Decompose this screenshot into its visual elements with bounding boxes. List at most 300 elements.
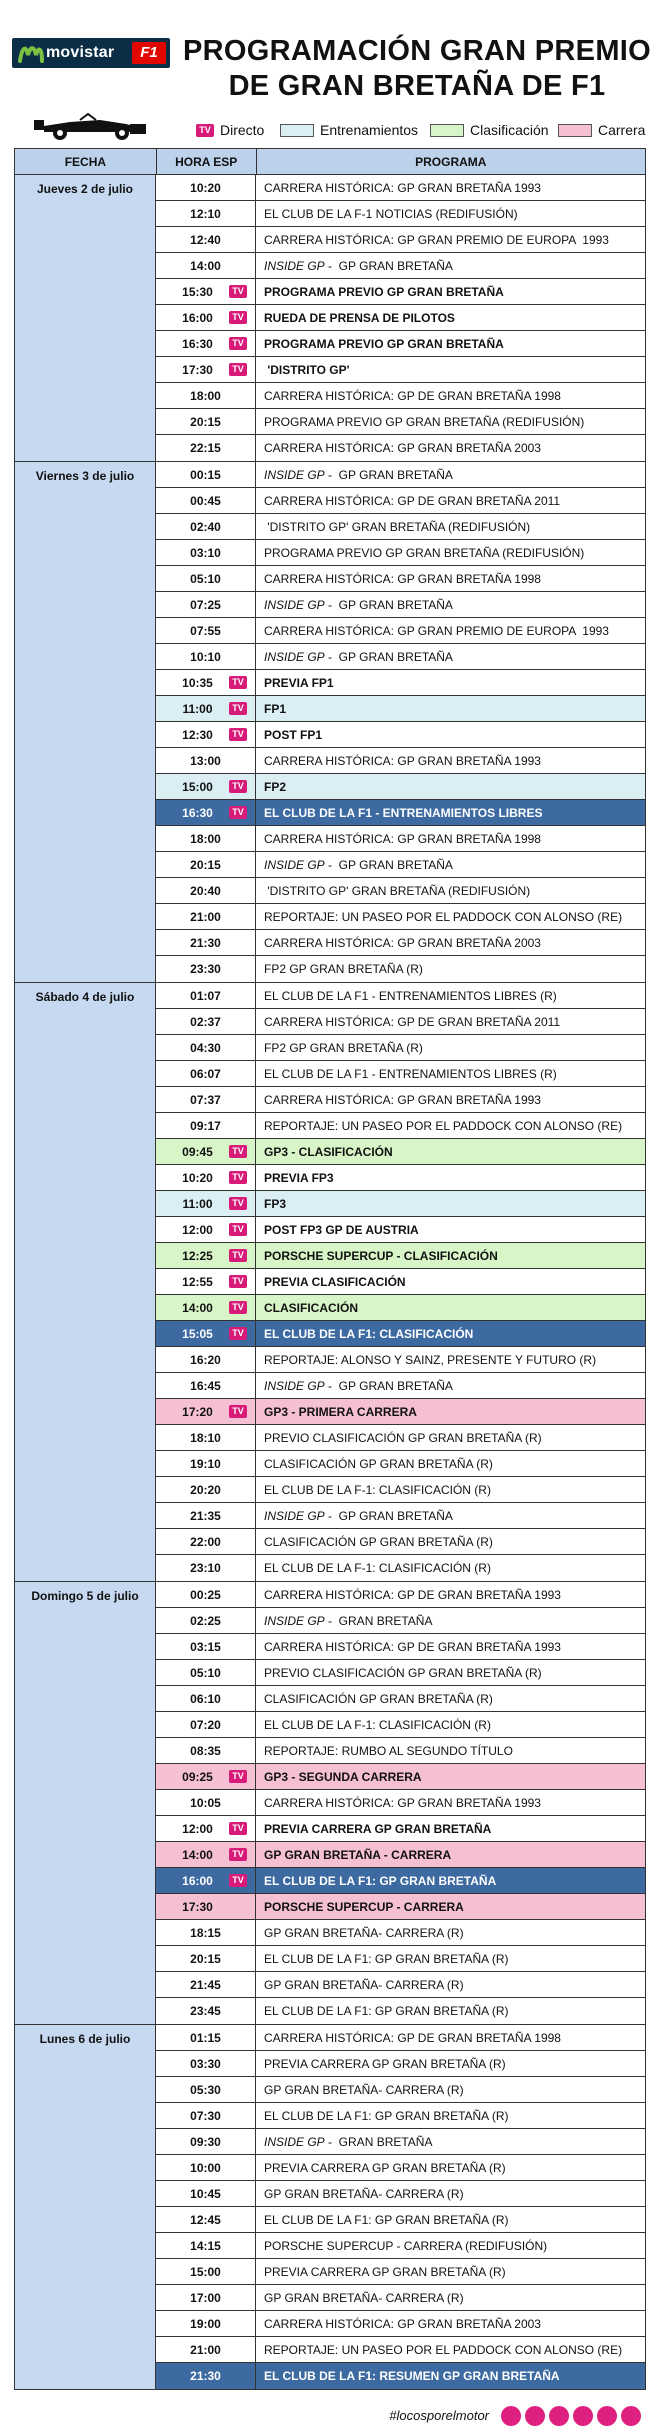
table-row: [156, 983, 646, 1009]
time-cell: [156, 1634, 256, 1659]
program-name: GP GRAN BRETAÑA- CARRERA (R): [264, 1977, 464, 1992]
table-row: [156, 1712, 646, 1738]
program-cell: [256, 1868, 646, 1893]
program-cell: [256, 1816, 646, 1841]
program-name: REPORTAJE: RUMBO AL SEGUNDO TÍTULO: [264, 1743, 513, 1758]
time-value: 20:15: [190, 857, 221, 872]
program-name: PORSCHE SUPERCUP - CARRERA (REDIFUSIÓN): [264, 2238, 548, 2253]
program-name: REPORTAJE: UN PASEO POR EL PADDOCK CON ALONSO (RE): [264, 1118, 623, 1133]
program-cell: [256, 1217, 646, 1242]
time-value: 17:30: [182, 362, 213, 377]
time-cell: [156, 227, 256, 252]
tv-icon: TV: [229, 780, 247, 793]
decorative-dot-icon: [549, 2406, 569, 2426]
time-value: 12:30: [182, 727, 213, 742]
table-row: [156, 2337, 646, 2363]
day-group: [15, 983, 646, 1582]
program-name: CARRERA HISTÓRICA: GP DE GRAN BRETAÑA 1998: [264, 388, 561, 403]
program-cell: [256, 592, 646, 617]
program-cell: [256, 227, 646, 252]
time-cell: [156, 2129, 256, 2154]
program-cell: [256, 279, 646, 304]
program-name: PROGRAMA PREVIO GP GRAN BRETAÑA: [264, 284, 504, 299]
table-row: [156, 1972, 646, 1998]
tv-icon: TV: [229, 1327, 247, 1340]
program-cell: [256, 1686, 646, 1711]
time-cell: [156, 357, 256, 382]
day-rows: [156, 2025, 646, 2389]
table-row: [156, 462, 646, 488]
time-value: 20:20: [190, 1482, 221, 1497]
tv-icon: TV: [229, 1405, 247, 1418]
program-cell: [256, 1503, 646, 1528]
time-value: 15:00: [190, 2264, 221, 2279]
program-name: CARRERA HISTÓRICA: GP DE GRAN BRETAÑA 2011: [264, 493, 561, 508]
program-cell: [256, 852, 646, 877]
time-value: 13:00: [190, 753, 221, 768]
program-name: 'DISTRITO GP' GRAN BRETAÑA (REDIFUSIÓN): [264, 883, 531, 898]
time-cell: [156, 1425, 256, 1450]
time-value: 15:30: [182, 284, 213, 299]
program-name: EL CLUB DE LA F1: GP GRAN BRETAÑA (R): [264, 2004, 509, 2018]
program-italic: INSIDE GP: [264, 2134, 325, 2149]
time-value: 10:20: [190, 180, 221, 195]
table-row: [156, 930, 646, 956]
table-row: [156, 253, 646, 279]
program-cell: [256, 2337, 646, 2362]
table-row: [156, 1998, 646, 2024]
time-value: 17:00: [190, 2290, 221, 2305]
table-row: [156, 201, 646, 227]
table-row: [156, 1764, 646, 1790]
time-value: 10:10: [190, 649, 221, 664]
program-name: CARRERA HISTÓRICA: GP GRAN PREMIO DE EUROPA 1993: [264, 232, 609, 247]
time-cell: [156, 1738, 256, 1763]
program-name: REPORTAJE: UN PASEO POR EL PADDOCK CON ALONSO (RE): [264, 909, 623, 924]
program-cell: [256, 2363, 646, 2389]
table-row: [156, 1347, 646, 1373]
program-cell: [256, 2285, 646, 2310]
program-cell: [256, 956, 646, 982]
program-cell: [256, 1972, 646, 1997]
program-cell: [256, 540, 646, 565]
time-value: 20:15: [190, 1951, 221, 1966]
tv-icon: TV: [229, 1197, 247, 1210]
time-value: 14:00: [182, 1300, 213, 1315]
program-name: - GP GRAN BRETAÑA: [324, 467, 453, 482]
program-cell: [256, 1139, 646, 1164]
tv-icon: TV: [229, 1145, 247, 1158]
program-name: CARRERA HISTÓRICA: GP DE GRAN BRETAÑA 1993: [264, 1587, 561, 1602]
time-value: 14:00: [190, 258, 221, 273]
program-italic: INSIDE GP: [264, 649, 325, 664]
tv-icon: TV: [229, 1249, 247, 1262]
table-row: [156, 2077, 646, 2103]
time-value: 21:30: [190, 935, 221, 950]
legend-clasificacion-label: Clasificación: [470, 122, 549, 138]
table-row: [156, 383, 646, 409]
time-cell: [156, 852, 256, 877]
program-cell: [256, 409, 646, 434]
program-italic: INSIDE GP: [264, 857, 325, 872]
program-cell: [256, 1373, 646, 1398]
program-cell: [256, 462, 646, 487]
program-cell: [256, 435, 646, 461]
time-cell: [156, 930, 256, 955]
program-cell: [256, 904, 646, 929]
program-cell: [256, 2233, 646, 2258]
program-cell: [256, 696, 646, 721]
time-cell: [156, 722, 256, 747]
program-name: CARRERA HISTÓRICA: GP GRAN BRETAÑA 1993: [264, 1795, 541, 1810]
program-italic: INSIDE GP: [264, 1613, 325, 1628]
program-name: PROGRAMA PREVIO GP GRAN BRETAÑA (REDIFUSIÓN): [264, 545, 585, 560]
time-value: 02:37: [190, 1014, 221, 1029]
program-italic: INSIDE GP: [264, 467, 325, 482]
time-value: 07:30: [190, 2108, 221, 2123]
time-cell: [156, 644, 256, 669]
table-row: [156, 2259, 646, 2285]
time-value: 16:45: [190, 1378, 221, 1393]
table-row: [156, 1113, 646, 1139]
time-cell: [156, 305, 256, 330]
time-value: 15:00: [182, 779, 213, 794]
table-row: [156, 1139, 646, 1165]
decorative-dot-icon: [573, 2406, 593, 2426]
time-value: 17:20: [182, 1404, 213, 1419]
time-cell: [156, 670, 256, 695]
time-cell: [156, 462, 256, 487]
table-row: [156, 852, 646, 878]
time-value: 09:30: [190, 2134, 221, 2149]
table-row: [156, 1946, 646, 1972]
program-cell: [256, 175, 646, 200]
program-name: CARRERA HISTÓRICA: GP GRAN BRETAÑA 1993: [264, 753, 541, 768]
legend-swatch-entrenamientos: [280, 124, 314, 137]
table-row: [156, 2181, 646, 2207]
time-cell: [156, 800, 256, 825]
footer: [0, 2402, 659, 2432]
table-row: [156, 2025, 646, 2051]
time-value: 20:15: [190, 414, 221, 429]
time-value: 07:37: [190, 1092, 221, 1107]
day-rows: [156, 462, 646, 982]
time-value: 12:10: [190, 206, 221, 221]
table-row: [156, 305, 646, 331]
table-row: [156, 2311, 646, 2337]
table-row: [156, 1503, 646, 1529]
program-cell: [256, 722, 646, 747]
time-cell: [156, 1009, 256, 1034]
tv-icon: TV: [229, 1874, 247, 1887]
program-name: FP2 GP GRAN BRETAÑA (R): [264, 1040, 423, 1055]
time-cell: [156, 1165, 256, 1190]
program-cell: [256, 1634, 646, 1659]
time-value: 12:55: [182, 1274, 213, 1289]
time-value: 23:10: [190, 1561, 221, 1575]
legend: [0, 112, 659, 144]
program-name: - GP GRAN BRETAÑA: [324, 857, 453, 872]
tv-icon: TV: [229, 728, 247, 741]
program-cell: [256, 1321, 646, 1346]
f1-logo-icon: F1: [132, 42, 166, 64]
time-cell: [156, 1113, 256, 1138]
time-value: 16:30: [182, 336, 213, 351]
table-row: [156, 540, 646, 566]
time-cell: [156, 1035, 256, 1060]
table-row: [156, 1217, 646, 1243]
time-value: 07:20: [190, 1717, 221, 1732]
time-cell: [156, 1868, 256, 1893]
time-cell: [156, 253, 256, 278]
time-value: 10:35: [182, 675, 213, 690]
program-name: CLASIFICACIÓN: [264, 1300, 358, 1315]
program-name: CLASIFICACIÓN GP GRAN BRETAÑA (R): [264, 1691, 493, 1706]
time-cell: [156, 175, 256, 200]
legend-directo: [196, 122, 264, 138]
day-label: Jueves 2 de julio: [15, 175, 156, 461]
time-value: 19:00: [190, 2316, 221, 2331]
time-value: 14:00: [182, 1847, 213, 1862]
time-cell: [156, 1946, 256, 1971]
table-row: [156, 566, 646, 592]
program-cell: [256, 1061, 646, 1086]
table-row: [156, 800, 646, 826]
time-value: 21:35: [190, 1508, 221, 1523]
time-cell: [156, 1451, 256, 1476]
time-cell: [156, 1972, 256, 1997]
table-row: [156, 1399, 646, 1425]
table-row: [156, 1555, 646, 1581]
program-name: CARRERA HISTÓRICA: GP GRAN BRETAÑA 1998: [264, 571, 541, 586]
time-cell: [156, 592, 256, 617]
program-name: - GP GRAN BRETAÑA: [324, 649, 453, 664]
time-value: 23:30: [190, 962, 221, 976]
time-value: 16:00: [182, 310, 213, 325]
program-cell: [256, 331, 646, 356]
program-name: EL CLUB DE LA F1: GP GRAN BRETAÑA (R): [264, 2212, 509, 2227]
time-cell: [156, 2233, 256, 2258]
program-name: - GRAN BRETAÑA: [324, 2134, 433, 2149]
time-cell: [156, 2285, 256, 2310]
day-group: [15, 175, 646, 462]
time-cell: [156, 514, 256, 539]
time-value: 18:15: [190, 1925, 221, 1940]
program-name: CARRERA HISTÓRICA: GP DE GRAN BRETAÑA 1993: [264, 1639, 561, 1654]
table-row: [156, 1582, 646, 1608]
day-label: Lunes 6 de julio: [15, 2025, 156, 2389]
program-cell: [256, 1920, 646, 1945]
program-cell: [256, 2025, 646, 2050]
time-cell: [156, 1816, 256, 1841]
title-line-2: DE GRAN BRETAÑA DE F1: [228, 70, 606, 102]
program-name: CARRERA HISTÓRICA: GP GRAN BRETAÑA 2003: [264, 2316, 541, 2331]
time-cell: [156, 748, 256, 773]
table-row: [156, 1451, 646, 1477]
program-cell: [256, 1764, 646, 1789]
time-cell: [156, 2025, 256, 2050]
table-row: [156, 644, 646, 670]
program-cell: [256, 2129, 646, 2154]
f1-car-icon: [30, 112, 150, 142]
time-value: 16:20: [190, 1352, 221, 1367]
time-value: 12:00: [182, 1222, 213, 1237]
program-name: PROGRAMA PREVIO GP GRAN BRETAÑA (REDIFUSIÓN): [264, 414, 585, 429]
time-value: 22:15: [190, 441, 221, 455]
day-rows: [156, 175, 646, 461]
program-cell: [256, 2155, 646, 2180]
time-value: 10:20: [182, 1170, 213, 1185]
time-value: 16:00: [182, 1873, 213, 1888]
legend-directo-label: Directo: [220, 122, 265, 138]
time-value: 05:10: [190, 1665, 221, 1680]
time-value: 02:40: [190, 519, 221, 534]
program-name: CARRERA HISTÓRICA: GP GRAN BRETAÑA 1993: [264, 1092, 541, 1107]
time-cell: [156, 1894, 256, 1919]
program-name: PREVIO CLASIFICACIÓN GP GRAN BRETAÑA (R): [264, 1665, 542, 1680]
time-cell: [156, 1686, 256, 1711]
program-name: PORSCHE SUPERCUP - CARRERA: [264, 1899, 464, 1914]
time-value: 06:07: [190, 1066, 221, 1081]
tv-icon: TV: [229, 1770, 247, 1783]
time-cell: [156, 1321, 256, 1346]
table-row: [156, 2051, 646, 2077]
time-value: 12:00: [182, 1821, 213, 1836]
table-row: [156, 1686, 646, 1712]
time-value: 03:15: [190, 1639, 221, 1654]
time-value: 16:30: [182, 805, 213, 820]
time-cell: [156, 1582, 256, 1607]
legend-entrenamientos: [280, 122, 418, 138]
program-cell: [256, 488, 646, 513]
header-programa: PROGRAMA: [257, 149, 646, 174]
program-name: - GRAN BRETAÑA: [324, 1613, 433, 1628]
program-cell: [256, 2181, 646, 2206]
program-name: EL CLUB DE LA F-1: CLASIFICACIÓN (R): [264, 1482, 491, 1497]
table-row: [156, 1738, 646, 1764]
program-name: CARRERA HISTÓRICA: GP GRAN PREMIO DE EUROPA 1993: [264, 623, 609, 638]
program-italic: INSIDE GP: [264, 1508, 325, 1523]
time-value: 14:15: [190, 2238, 221, 2253]
tv-icon: TV: [229, 702, 247, 715]
legend-swatch-carrera: [558, 124, 592, 137]
table-row: [156, 1608, 646, 1634]
header: [0, 0, 659, 100]
table-row: [156, 2233, 646, 2259]
table-row: [156, 1816, 646, 1842]
time-cell: [156, 383, 256, 408]
time-value: 05:30: [190, 2082, 221, 2097]
time-cell: [156, 2337, 256, 2362]
table-row: [156, 748, 646, 774]
program-cell: [256, 2103, 646, 2128]
program-cell: [256, 253, 646, 278]
program-name: GP GRAN BRETAÑA- CARRERA (R): [264, 2290, 464, 2305]
program-name: CLASIFICACIÓN GP GRAN BRETAÑA (R): [264, 1456, 493, 1471]
time-value: 09:45: [182, 1144, 213, 1159]
table-row: [156, 1868, 646, 1894]
table-row: [156, 774, 646, 800]
time-value: 21:00: [190, 2342, 221, 2357]
program-italic: INSIDE GP: [264, 1378, 325, 1393]
time-value: 12:45: [190, 2212, 221, 2227]
program-name: 'DISTRITO GP' GRAN BRETAÑA (REDIFUSIÓN): [264, 519, 531, 534]
time-value: 00:45: [190, 493, 221, 508]
schedule-table: [14, 148, 646, 2390]
program-cell: [256, 1712, 646, 1737]
time-cell: [156, 1061, 256, 1086]
program-name: 'DISTRITO GP': [264, 362, 350, 377]
time-cell: [156, 1347, 256, 1372]
program-name: - GP GRAN BRETAÑA: [324, 1378, 453, 1393]
program-cell: [256, 2051, 646, 2076]
page-title: [182, 34, 652, 104]
time-cell: [156, 1920, 256, 1945]
program-cell: [256, 1191, 646, 1216]
program-cell: [256, 800, 646, 825]
program-cell: [256, 1529, 646, 1554]
time-value: 03:10: [190, 545, 221, 560]
time-value: 10:00: [190, 2160, 221, 2175]
table-row: [156, 1191, 646, 1217]
time-value: 10:05: [190, 1795, 221, 1810]
time-value: 12:25: [182, 1248, 213, 1263]
movistar-m-icon: [18, 43, 44, 63]
time-cell: [156, 1243, 256, 1268]
program-cell: [256, 618, 646, 643]
movistar-f1-logo: [12, 38, 170, 68]
time-value: 20:40: [190, 883, 221, 898]
program-name: REPORTAJE: ALONSO Y SAINZ, PRESENTE Y FUTURO (R): [264, 1352, 597, 1367]
program-cell: [256, 774, 646, 799]
program-italic: INSIDE GP: [264, 258, 325, 273]
time-cell: [156, 201, 256, 226]
program-name: PREVIA CARRERA GP GRAN BRETAÑA: [264, 1821, 492, 1836]
program-cell: [256, 2259, 646, 2284]
time-cell: [156, 1373, 256, 1398]
table-row: [156, 1269, 646, 1295]
table-row: [156, 1425, 646, 1451]
header-fecha: FECHA: [15, 149, 157, 174]
table-row: [156, 1009, 646, 1035]
legend-carrera: [558, 122, 645, 138]
program-cell: [256, 1660, 646, 1685]
table-row: [156, 279, 646, 305]
program-cell: [256, 878, 646, 903]
program-cell: [256, 383, 646, 408]
program-name: EL CLUB DE LA F1: GP GRAN BRETAÑA (R): [264, 1951, 509, 1966]
program-italic: INSIDE GP: [264, 597, 325, 612]
program-name: FP2: [264, 779, 287, 794]
program-name: - GP GRAN BRETAÑA: [324, 597, 453, 612]
table-row: [156, 1529, 646, 1555]
time-value: 15:05: [182, 1326, 213, 1341]
time-value: 09:25: [182, 1769, 213, 1784]
time-cell: [156, 696, 256, 721]
program-name: CARRERA HISTÓRICA: GP DE GRAN BRETAÑA 2011: [264, 1014, 561, 1029]
program-name: - GP GRAN BRETAÑA: [324, 258, 453, 273]
time-value: 00:25: [190, 1587, 221, 1602]
table-row: [156, 1295, 646, 1321]
table-row: [156, 826, 646, 852]
time-value: 18:00: [190, 388, 221, 403]
table-row: [156, 409, 646, 435]
program-cell: [256, 1113, 646, 1138]
table-row: [156, 618, 646, 644]
time-cell: [156, 2051, 256, 2076]
program-name: GP3 - PRIMERA CARRERA: [264, 1404, 417, 1419]
program-name: PREVIA FP1: [264, 675, 334, 690]
